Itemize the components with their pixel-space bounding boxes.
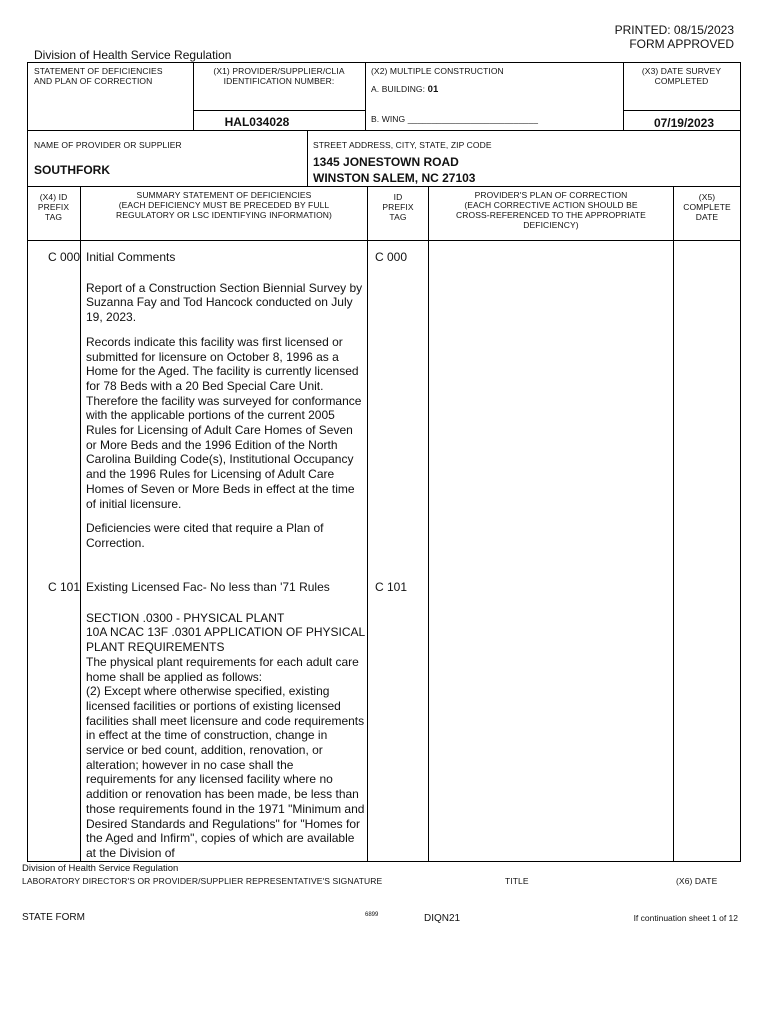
col-summary-header: SUMMARY STATEMENT OF DEFICIENCIES (EACH DEFICIENCY MUST BE PRECEDED BY FULL REGULATORY OR LSC IDENTIFYING INFORMATION): [116, 190, 332, 220]
building-field: [371, 84, 438, 95]
rule-1: [27, 130, 741, 131]
address-line-2: WINSTON SALEM, NC 27103: [313, 171, 476, 185]
agency-title: Division of Health Service Regulation: [34, 48, 232, 62]
entry-id-tag: C 101: [375, 580, 408, 594]
entry-title: Existing Licensed Fac- No less than '71 Rules: [86, 580, 330, 594]
printed-date: PRINTED: 08/15/2023: [614, 23, 734, 37]
wing-field: B. WING ___________________________: [371, 114, 539, 124]
state-form-label: STATE FORM: [22, 912, 85, 923]
entry-paragraph: SECTION .0300 - PHYSICAL PLANT 10A NCAC 13F .0301 APPLICATION OF PHYSICAL PLANT REQUIREMENTS The physical plant requirements for each adult care home shall be applied as follows: (2) Except where otherwise specified, existing licensed facilities or portions of existing licensed facilities shall meet licensure and code requirements in effect at the time of construction, change in service or bed count, addition, renovation, or alteration; however in no case shall the requirements for any licensed facility where no addition or renovation has been made, be less than those requirements found in the 1971 "Minimum and Desired Standards and Regulations" for "Homes for the Aged and Infirm", copies of which are available at the Division of: [86, 610, 365, 860]
rule-2: [27, 186, 741, 187]
form-approved-label: FORM APPROVED: [629, 37, 734, 51]
col-x4-header: (X4) ID PREFIX TAG: [37, 192, 70, 222]
x3-sep: [623, 110, 740, 111]
address-label: STREET ADDRESS, CITY, STATE, ZIP CODE: [313, 140, 492, 150]
col-div-2: [367, 186, 368, 861]
col-div-4: [673, 186, 674, 861]
document-id: DIQN21: [424, 913, 461, 924]
x1-sep: [193, 110, 365, 111]
entry-tag: C 000: [47, 250, 80, 264]
provider-name-label: NAME OF PROVIDER OR SUPPLIER: [34, 140, 182, 150]
form-code: 6899: [365, 912, 379, 918]
entry-tag: C 101: [47, 580, 80, 594]
divider-x2: [365, 62, 366, 130]
date-label: (X6) DATE: [676, 876, 718, 886]
rule-3: [27, 240, 741, 241]
left-border: [27, 62, 28, 862]
entry-title: Initial Comments: [86, 250, 176, 264]
building-value: 01: [427, 84, 439, 95]
divider-address: [307, 130, 308, 186]
survey-date-value: 07/19/2023: [653, 116, 714, 130]
title-label: TITLE: [505, 876, 529, 886]
entry-body: [86, 580, 366, 871]
x3-label: (X3) DATE SURVEY COMPLETED: [641, 66, 722, 86]
entry-id-tag: C 000: [375, 250, 408, 264]
provider-id-value: HAL034028: [224, 115, 290, 129]
col-plan-header: PROVIDER'S PLAN OF CORRECTION (EACH CORRECTIVE ACTION SHOULD BE CROSS-REFERENCED TO THE APPROPRIATE DEFICIENCY): [456, 190, 646, 230]
footer-agency: Division of Health Service Regulation: [22, 863, 179, 874]
provider-name-value: SOUTHFORK: [34, 163, 110, 177]
address-line-1: 1345 JONESTOWN ROAD: [313, 155, 459, 169]
entry-paragraph: Report of a Construction Section Biennial Survey by Suzanna Fay and Tod Hancock conducted on July 19, 2023.: [86, 280, 363, 325]
continuation-sheet: If continuation sheet 1 of 12: [633, 913, 738, 923]
col-x5-header: (X5) COMPLETE DATE: [683, 192, 731, 222]
signature-label: LABORATORY DIRECTOR'S OR PROVIDER/SUPPLIER REPRESENTATIVE'S SIGNATURE: [22, 876, 383, 886]
col-div-3: [428, 186, 429, 861]
building-label: A. BUILDING:: [371, 84, 426, 94]
x2-label: (X2) MULTIPLE CONSTRUCTION: [371, 66, 504, 76]
right-border: [740, 62, 741, 862]
x1-label: (X1) PROVIDER/SUPPLIER/CLIA IDENTIFICATION NUMBER:: [213, 66, 345, 86]
top-rule: [27, 62, 741, 63]
entry-paragraph: Records indicate this facility was first licensed or submitted for licensure on October 8, 1996 as a Home for the Aged. The facility is currently licensed for 78 Beds with a 20 Bed Special Care Unit. Therefore the facility was surveyed for conformance with the applicable portions of the current 2005 Rules for Licensing of Adult Care Homes of Seven or More Beds and the 1996 Edition of the North Carolina Building Code(s), Institutional Occupancy and the 1996 Rules for Licensing of Adult Care Homes of Seven or More Beds in effect at the time of initial licensure.: [86, 334, 362, 511]
col-id-header: ID PREFIX TAG: [382, 192, 414, 222]
entry-paragraph: Deficiencies were cited that require a Plan of Correction.: [86, 521, 324, 550]
statement-label: STATEMENT OF DEFICIENCIES AND PLAN OF CORRECTION: [34, 66, 163, 86]
col-div-1: [80, 186, 81, 861]
entry-body: [86, 250, 366, 561]
